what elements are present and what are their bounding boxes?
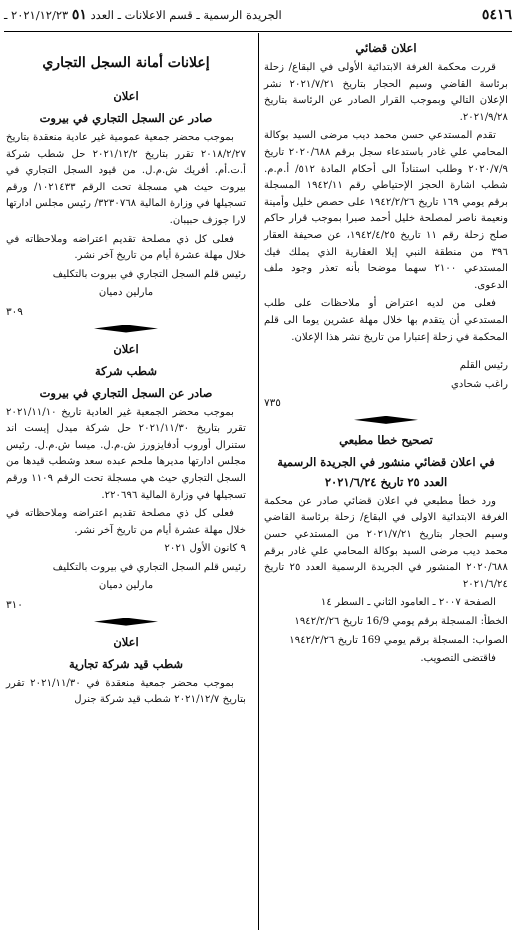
notice-subtitle: صادر عن السجل التجاري في بيروت xyxy=(39,111,213,125)
notice-paragraph: بموجب محضر جمعية منعقدة في ٢٠٢١/١١/٣٠ تقرر بتاريخ ٢٠٢١/١٢/٧ شطب قيد شركة جنرل xyxy=(6,677,246,706)
notice-paragraph: بموجب محضر الجمعية غير العادية تاريخ ٢٠٢١/١١/١٠ تقرر بتاريخ ٢٠٢١/١١/٣٠ حل شركة ميدل إيست اند ستنرال أوروب أدفايزورز ش.م.ل. ميسا ش.م.ل. رئيس مجلس ادارتها مديرها ملحم عبده سعد وشطب قيدها من السجل التجاري حيث هي مسجلة تحت الرقم ١١٠٩ ورقم تسجيلها في وزارة المالية ٢٢٠٦٩٦. xyxy=(6,406,246,501)
notice-title: اعلان قضائي xyxy=(355,41,417,55)
page-header xyxy=(4,6,512,24)
notice-number: ٣٠٩ xyxy=(6,305,23,318)
issue-date: ٢٠٢١/١٢/٢٣ ـ xyxy=(4,8,69,22)
column-separator xyxy=(258,33,259,930)
issue-number: ٥١ xyxy=(71,7,87,23)
notice-paragraph: الصواب: المسجلة برقم يومي 169 تاريخ ١٩٤٢/٢/٢٦ xyxy=(289,634,508,646)
left-column xyxy=(6,38,246,711)
signer-name: مارلين دميان xyxy=(98,287,154,299)
notice-date: ٩ كانون الأول ٢٠٢١ xyxy=(164,543,246,555)
gazette-issue-line xyxy=(4,7,282,23)
notice-paragraph: الخطأ: المسجلة برقم يومي 16/9 تاريخ ١٩٤٢/٢/٢٦ xyxy=(294,616,508,628)
gazette-name: الجريدة الرسمية ـ قسم الاعلانات ـ العدد xyxy=(90,8,282,22)
header-rule xyxy=(4,31,512,32)
signer-title: رئيس قلم السجل التجاري في بيروت بالتكليف xyxy=(52,561,246,573)
notice-title: تصحيح خطا مطبعي xyxy=(339,432,433,447)
notice-title: شطب شركة xyxy=(95,363,157,378)
notice-number: ٧٣٥ xyxy=(264,397,281,410)
notice-paragraph: فعلى كل ذي مصلحة تقديم اعتراضه وملاحظاته في خلال مهلة عشرة أيام من تاريخ آخر نشر. xyxy=(6,233,246,262)
section-divider xyxy=(6,618,246,626)
notice-label: اعلان xyxy=(113,341,139,356)
notice-paragraph: بموجب محضر جمعية عمومية غير عادية منعقدة بتاريخ ٢٠١٨/٢/٢٧ تقرر بتاريخ ٢٠٢١/١٢/٢ حل شطب شركة أ.ت.أم. أفريك ش.م.ل. من قيود السجل التجاري في بيروت حيث هي مسجلة تحت الرقم ١٠٢١٤٣٣/ ورقم تسجيلها في وزارة المالية ٣٢٣٠٧٦٨/ رئيس مجلس ادارتها لارا جوزف حبيبان. xyxy=(6,132,246,226)
signer-title: رئيس قلم السجل التجاري في بيروت بالتكليف xyxy=(52,268,246,280)
section-title: إعلانات أمانة السجل التجاري xyxy=(42,55,210,71)
signer-name: مارلين دميان xyxy=(98,580,154,592)
notice-label: اعلان xyxy=(113,634,139,649)
right-column xyxy=(264,38,508,670)
notice-paragraph: فعلى من لديه اعتراض أو ملاحظات على طلب المستدعي أن يتقدم بها خلال مهلة عشرين يوما الى قلم المحكمة في زحلة إعتبارا من تاريخ نشر هذا الإعلان. xyxy=(264,298,508,343)
notice-paragraph: ورد خطأ مطبعي في اعلان قضائي صادر عن محكمة الغرفة الابتدائية الاولى في البقاع/ زحلة برئاسة القاضي وسيم الحجار بتاريخ ٢٠٢١/٧/٢١ من المستدعي حسن محمد ديب مرضى السيد بوكالة المحامي علي غادر برقم ٢٠٢٠/٦٨٨ المنشور في الجريدة الرسمية العدد ٢٥ تاريخ ٢٠٢١/٦/٢٤ xyxy=(264,495,508,590)
section-divider xyxy=(264,416,508,424)
notice-subtitle: في اعلان قضائي منشور في الجريدة الرسمية العدد ٢٥ تاريخ ٢٠٢١/٦/٢٤ xyxy=(277,454,495,489)
signer-name: راغب شحادي xyxy=(450,378,508,390)
page-number: ٥٤١٦ xyxy=(481,7,512,23)
notice-paragraph: فاقتضى التصويب. xyxy=(420,653,496,665)
notice-number: ٣١٠ xyxy=(6,599,23,612)
notice-paragraph: فعلى كل ذي مصلحة تقديم اعتراضه وملاحظاته في خلال مهلة عشرة أيام من تاريخ آخر نشر. xyxy=(6,508,246,536)
notice-title: شطب قيد شركة تجارية xyxy=(68,656,184,671)
notice-paragraph: الصفحة ٢٠٠٧ ـ العامود الثاني ـ السطر ١٤ xyxy=(320,597,496,609)
section-divider xyxy=(6,325,246,333)
signer-title: رئيس القلم xyxy=(459,360,508,372)
notice-paragraph: قررت محكمة الغرفة الابتدائية الأولى في البقاع/ زحلة برئاسة القاضي وسيم الحجار بتاريخ ٢٠٢١/٧/٢١ نشر الإعلان التالي وبموجب القرار الصادر عن الرئاسة بتاريخ ٢٠٢١/٩/٢٨. xyxy=(264,62,508,123)
notice-label: اعلان xyxy=(113,89,139,103)
notice-paragraph: تقدم المستدعي حسن محمد ديب مرضى السيد بوكالة المحامي علي غادر باستدعاء سجل برقم ٢٠٢٠/٦٨٨ تاريخ ٢٠٢٠/٧/٩ وطلب استناداً الى أحكام المادة ٥١٢/ أ.م.م. شطب اشارة الحجز الإحتياطي رقم ١٩٤٢/١١ المسجلة برقم يومي ١٦٩ تاريخ ١٩٤٢/٢/٢٦ على حصص خليل وأمينة ونعيمة ناصر لمصلحة خليل أحمد صبرا بموجب قرار حاكم صلح زحلة رقم ١١ تاريخ ١٩٤٢/٤/٢٥، عن صحيفة العقار ٣٩٦ من منطقة النبي إيلا العقارية الذي يملك فيك المستدعي ٢١٠٠ سهما موضحا بأنه تعذر وجود ملف الدعوى. xyxy=(264,130,509,291)
notice-subtitle: صادر عن السجل التجاري في بيروت xyxy=(39,385,213,400)
